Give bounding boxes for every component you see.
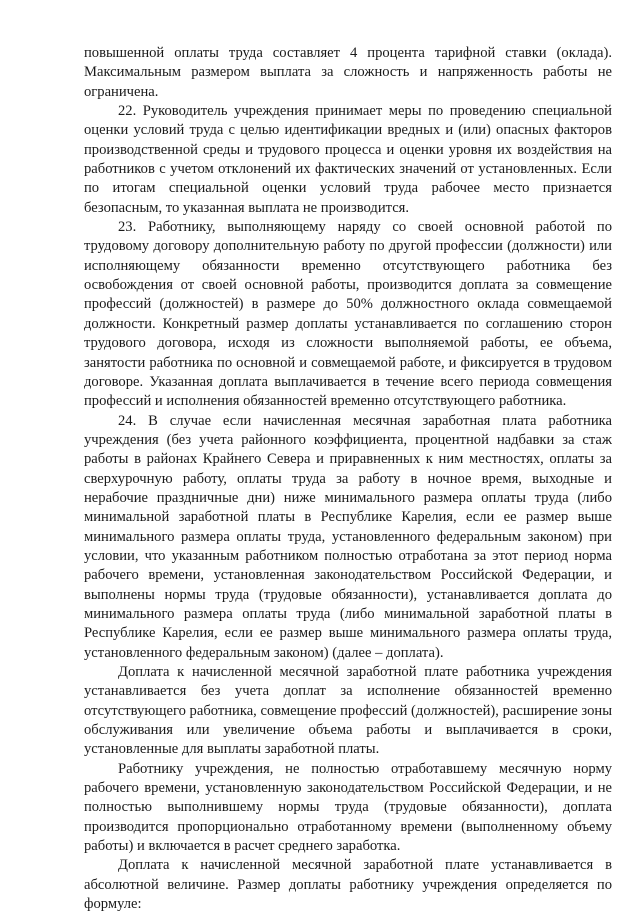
paragraph-24-surcharge-basis: Доплата к начисленной месячной заработной плате работника учреждения устанавливается без учета доплат за исполнение обязанностей временно отсутствующего работника, совмещение профессий (должностей), расширение зоны обслуживания или увеличение объема работы и выплачивается в сроки, установленные для выплаты заработной платы. (84, 664, 612, 758)
paragraph-24-formula-intro: Доплата к начисленной месячной заработной плате устанавливается в абсолютной величине. Размер доплаты работнику учреждения определяется по формуле: (84, 857, 612, 913)
paragraph-23: 23. Работнику, выполняющему наряду со своей основной работой по трудовому договору дополнительную работу по другой профессии (должности) или исполняющему обязанности временно отсутствующего работника без освобождения от своей основной работы, производится доплата за совмещение профессий (должностей) в размере до 50% должностного оклада совмещаемой должности. Конкретный размер доплаты устанавливается по соглашению сторон трудового договора, исходя из сложности выполняемой работы, ее объема, занятости работника по основной и совмещаемой работе, и фиксируется в трудовом договоре. Указанная доплата выплачивается в течение всего периода совмещения профессий и исполнения обязанностей временно отсутствующего работника. (84, 219, 612, 410)
paragraph-continuation: повышенной оплаты труда составляет 4 процента тарифной ставки (оклада). Максимальным размером выплата за сложность и напряженность работы не ограничена. (84, 45, 612, 100)
document-page (84, 44, 612, 914)
paragraph-24: 24. В случае если начисленная месячная заработная плата работника учреждения (без учета районного коэффициента, процентной надбавки за стаж работы в районах Крайнего Севера и приравненных к ним местностях, оплаты за сверхурочную работу, оплаты труда за работу в ночное время, выходные и нерабочие праздничные дни) ниже минимального размера оплаты труда (либо минимальной заработной платы в Республике Карелия, если ее размер выше минимального размера оплаты труда, установленного федеральным законом) при условии, что указанным работником полностью отработана за этот период норма рабочего времени, установленная законодательством Российской Федерации, и выполнены нормы труда (трудовые обязанности), устанавливается доплата до минимального размера оплаты труда (либо минимальной заработной платы в Республике Карелия, если ее размер выше минимального размера оплаты труда, установленного федеральным законом) (далее – доплата). (84, 412, 612, 661)
paragraph-22: 22. Руководитель учреждения принимает меры по проведению специальной оценки условий труда с целью идентификации вредных и (или) опасных факторов производственной среды и трудового процесса и оценки уровня их воздействия на работников с учетом отклонений их фактических значений от установленных. Если по итогам специальной оценки условий труда рабочее место признается безопасным, то указанная выплата не производится. (84, 103, 612, 216)
paragraph-24-partial-norm: Работнику учреждения, не полностью отработавшему месячную норму рабочего времени, установленную законодательством Российской Федерации, и не полностью выполнившему нормы труда (трудовые обязанности), доплата производится пропорционально отработанному времени (выполненному объему работы) и включается в расчет среднего заработка. (84, 760, 612, 855)
